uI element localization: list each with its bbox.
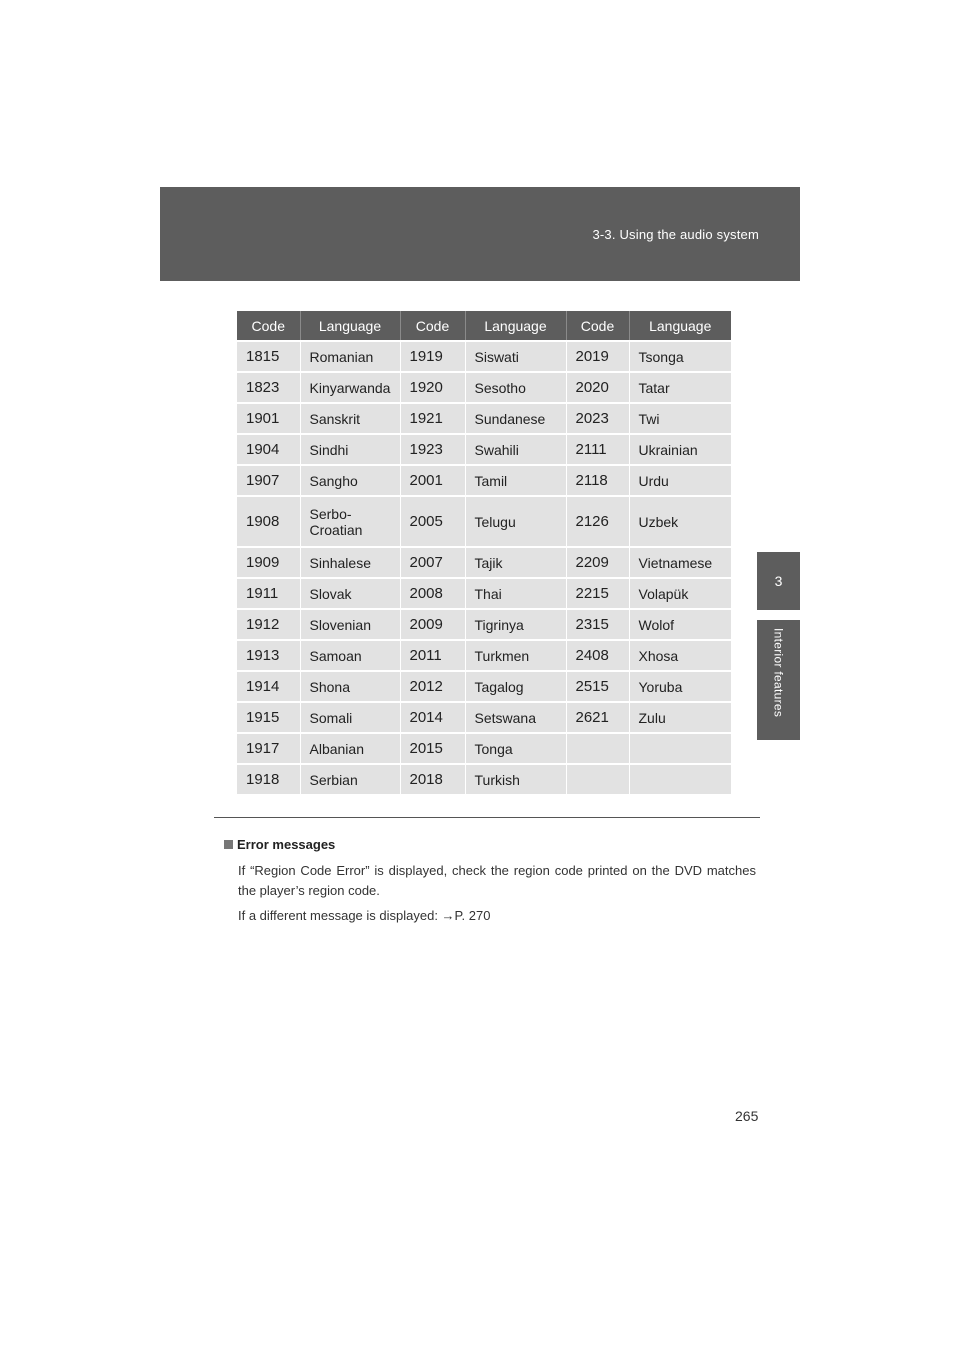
language-cell: Yoruba	[629, 671, 731, 702]
language-cell: Zulu	[629, 702, 731, 733]
code-cell: 1908	[237, 496, 300, 547]
language-cell: Slovenian	[300, 609, 400, 640]
language-cell: Sundanese	[465, 403, 566, 434]
language-cell: Tigrinya	[465, 609, 566, 640]
language-cell: Turkmen	[465, 640, 566, 671]
language-cell: Vietnamese	[629, 547, 731, 578]
language-cell: Sinhalese	[300, 547, 400, 578]
error-messages-heading	[224, 837, 335, 852]
code-cell: 2515	[566, 671, 629, 702]
section-title: 3-3. Using the audio system	[592, 227, 759, 242]
language-cell: Ukrainian	[629, 434, 731, 465]
language-cell: Sangho	[300, 465, 400, 496]
language-cell: Setswana	[465, 702, 566, 733]
language-cell: Somali	[300, 702, 400, 733]
language-cell: Kinyarwanda	[300, 372, 400, 403]
code-cell: 2315	[566, 609, 629, 640]
code-cell: 2408	[566, 640, 629, 671]
table-row	[237, 578, 731, 609]
code-cell: 2215	[566, 578, 629, 609]
code-cell: 2111	[566, 434, 629, 465]
code-cell: 1917	[237, 733, 300, 764]
table-row	[237, 372, 731, 403]
language-cell: Xhosa	[629, 640, 731, 671]
language-cell: Sanskrit	[300, 403, 400, 434]
table-row	[237, 671, 731, 702]
table-row	[237, 702, 731, 733]
code-cell: 1907	[237, 465, 300, 496]
code-cell: 1915	[237, 702, 300, 733]
table-row	[237, 341, 731, 372]
table-row	[237, 733, 731, 764]
code-cell: 2012	[400, 671, 465, 702]
code-cell: 1823	[237, 372, 300, 403]
code-cell: 1912	[237, 609, 300, 640]
language-code-table	[237, 311, 731, 794]
code-cell: 1909	[237, 547, 300, 578]
code-cell: 2001	[400, 465, 465, 496]
code-cell: 2621	[566, 702, 629, 733]
language-cell: Serbo- Croatian	[300, 496, 400, 547]
code-cell: 2015	[400, 733, 465, 764]
code-cell: 2018	[400, 764, 465, 794]
table-row	[237, 403, 731, 434]
table-row	[237, 496, 731, 547]
language-cell: Tagalog	[465, 671, 566, 702]
language-cell: Urdu	[629, 465, 731, 496]
language-cell: Shona	[300, 671, 400, 702]
language-cell: Tsonga	[629, 341, 731, 372]
chapter-tab-number: 3	[757, 552, 800, 610]
language-cell	[629, 733, 731, 764]
code-cell: 1919	[400, 341, 465, 372]
code-cell: 2023	[566, 403, 629, 434]
code-cell	[566, 764, 629, 794]
code-cell: 1920	[400, 372, 465, 403]
language-cell: Telugu	[465, 496, 566, 547]
table-row	[237, 764, 731, 794]
column-header: Code	[566, 311, 629, 341]
code-cell: 1901	[237, 403, 300, 434]
code-cell: 2007	[400, 547, 465, 578]
language-cell: Albanian	[300, 733, 400, 764]
bullet-square-icon	[224, 840, 233, 849]
language-cell: Volapük	[629, 578, 731, 609]
language-cell: Tamil	[465, 465, 566, 496]
language-cell: Tonga	[465, 733, 566, 764]
column-header: Language	[465, 311, 566, 341]
code-cell: 2005	[400, 496, 465, 547]
code-cell: 2118	[566, 465, 629, 496]
code-cell: 2020	[566, 372, 629, 403]
code-cell: 1815	[237, 341, 300, 372]
table-row	[237, 465, 731, 496]
language-cell: Thai	[465, 578, 566, 609]
language-cell: Uzbek	[629, 496, 731, 547]
language-cell: Serbian	[300, 764, 400, 794]
column-header: Code	[400, 311, 465, 341]
section-divider	[214, 817, 760, 818]
language-cell: Slovak	[300, 578, 400, 609]
code-cell: 1911	[237, 578, 300, 609]
table-row	[237, 609, 731, 640]
code-cell: 1923	[400, 434, 465, 465]
different-message-paragraph: If a different message is displayed: →P. 270	[238, 908, 491, 923]
code-cell: 1913	[237, 640, 300, 671]
language-cell	[629, 764, 731, 794]
language-cell: Romanian	[300, 341, 400, 372]
language-cell: Wolof	[629, 609, 731, 640]
column-header: Language	[629, 311, 731, 341]
table-row	[237, 640, 731, 671]
table-header-row	[237, 311, 731, 341]
region-code-paragraph: If “Region Code Error” is displayed, check the region code printed on the DVD matches the player’s region code.	[238, 863, 756, 898]
language-cell: Swahili	[465, 434, 566, 465]
code-cell: 1904	[237, 434, 300, 465]
language-cell: Tatar	[629, 372, 731, 403]
column-header: Language	[300, 311, 400, 341]
language-cell: Sesotho	[465, 372, 566, 403]
code-cell: 2011	[400, 640, 465, 671]
table-row	[237, 434, 731, 465]
language-cell: Siswati	[465, 341, 566, 372]
code-cell: 2126	[566, 496, 629, 547]
code-cell: 2019	[566, 341, 629, 372]
code-cell: 1921	[400, 403, 465, 434]
code-cell: 1914	[237, 671, 300, 702]
code-cell: 2014	[400, 702, 465, 733]
code-cell: 2008	[400, 578, 465, 609]
language-cell: Tajik	[465, 547, 566, 578]
page-number: 265	[735, 1108, 759, 1124]
code-cell: 1918	[237, 764, 300, 794]
code-cell	[566, 733, 629, 764]
code-cell: 2209	[566, 547, 629, 578]
language-cell: Twi	[629, 403, 731, 434]
language-cell: Sindhi	[300, 434, 400, 465]
language-cell: Samoan	[300, 640, 400, 671]
column-header: Code	[237, 311, 300, 341]
header-band	[160, 187, 800, 281]
language-cell: Turkish	[465, 764, 566, 794]
table-row	[237, 547, 731, 578]
error-messages-title: Error messages	[237, 837, 336, 852]
code-cell: 2009	[400, 609, 465, 640]
chapter-tab-label: Interior features	[757, 620, 800, 740]
